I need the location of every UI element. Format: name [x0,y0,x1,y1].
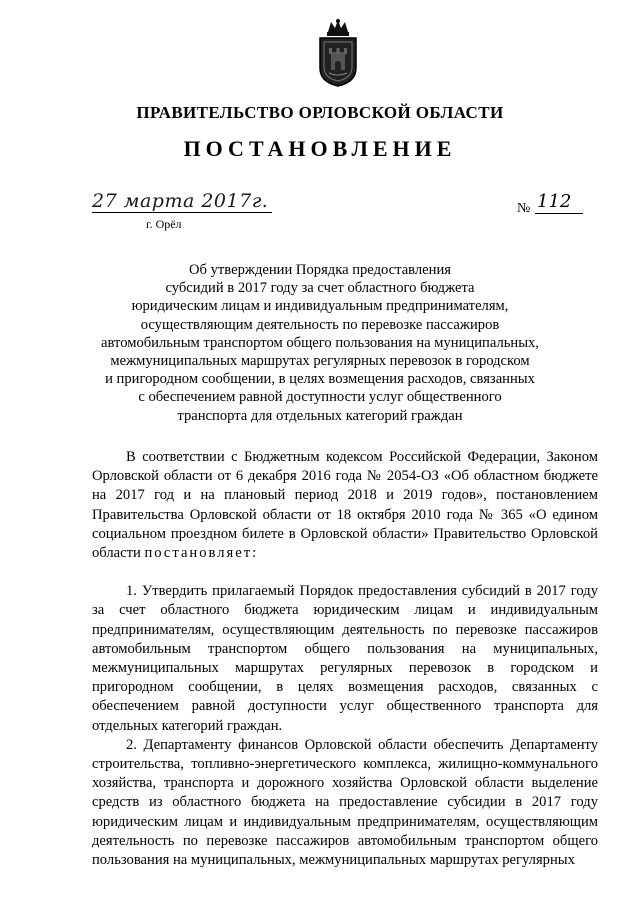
number-underline [535,213,583,214]
handwritten-number: 112 [537,191,572,212]
city: г. Орёл [146,217,182,231]
subject-line: межмуниципальных маршрутах регулярных перевозок в городском [110,353,530,370]
item-1-paragraph: 1. Утвердить прилагаемый Порядок предоставления субсидий в 2017 году за счет областного бюджета юридическим лицам и индивидуальным предпринимателям, осуществляющим деятельность по перевозке пассажиров автомобильным транспортом общего пользования на муниципальных, межмуниципальных маршрутах регулярных перевозок в городском и пригородном сообщении, в целях возмещения расходов, связанных с обеспечением равной доступности услуг общественного транспорта для отдельных категорий граждан. [92,583,598,734]
document-type: ПОСТАНОВЛЕНИЕ [183,136,457,161]
resolves-word: постановляет: [144,545,259,562]
coat-of-arms-icon [315,18,361,88]
subject-line: с обеспечением равной доступности услуг общественного [138,389,502,406]
preamble-text: В соответствии с Бюджетным кодексом Российской Федерации, Законом Орловской области от 6 декабря 2016 года № 2054-ОЗ «Об областном бюджете на 2017 год и на плановый период 2018 и 2019 годов», постановлением Правительства Орловской области от 18 октября 2010 года № 365 «О едином социальном проездном билете в Орловской области» Правительство Орловской области [92,449,598,562]
number-label: № [517,201,531,216]
subject-line: Об утверждении Порядка предоставления [189,262,451,278]
organization-name: ПРАВИТЕЛЬСТВО ОРЛОВСКОЙ ОБЛАСТИ [136,103,504,122]
document-body [92,448,598,870]
preamble-paragraph [92,448,598,563]
item-2-paragraph: 2. Департаменту финансов Орловской области обеспечить Департаменту строительства, топливно-энергетического комплекса, жилищно-коммунального хозяйства, транспорта и дорожного хозяйства Орловской области выделение средств из областного бюджета на предоставление субсидии в 2017 году юридическим лицам и индивидуальным предпринимателям, осуществляющим деятельность по перевозке пассажиров автомобильным транспортом общего пользования на муниципальных, межмуниципальных маршрутах регулярных [92,736,598,869]
handwritten-date: 27 марта 2017г. [92,190,269,212]
date-underline [92,212,272,213]
subject-line: автомобильным транспортом общего пользования на муниципальных, [101,334,539,351]
subject-line: осуществляющим деятельность по перевозке пассажиров [140,316,500,333]
subject-line: юридическим лицам и индивидуальным предпринимателям, [131,298,509,315]
subject-line: субсидий в 2017 году за счет областного бюджета [165,280,475,297]
subject-line: и пригородном сообщении, в целях возмещения расходов, связанных [105,371,535,388]
document-subject [60,261,580,425]
subject-line: транспорта для отдельных категорий граждан [177,407,463,424]
